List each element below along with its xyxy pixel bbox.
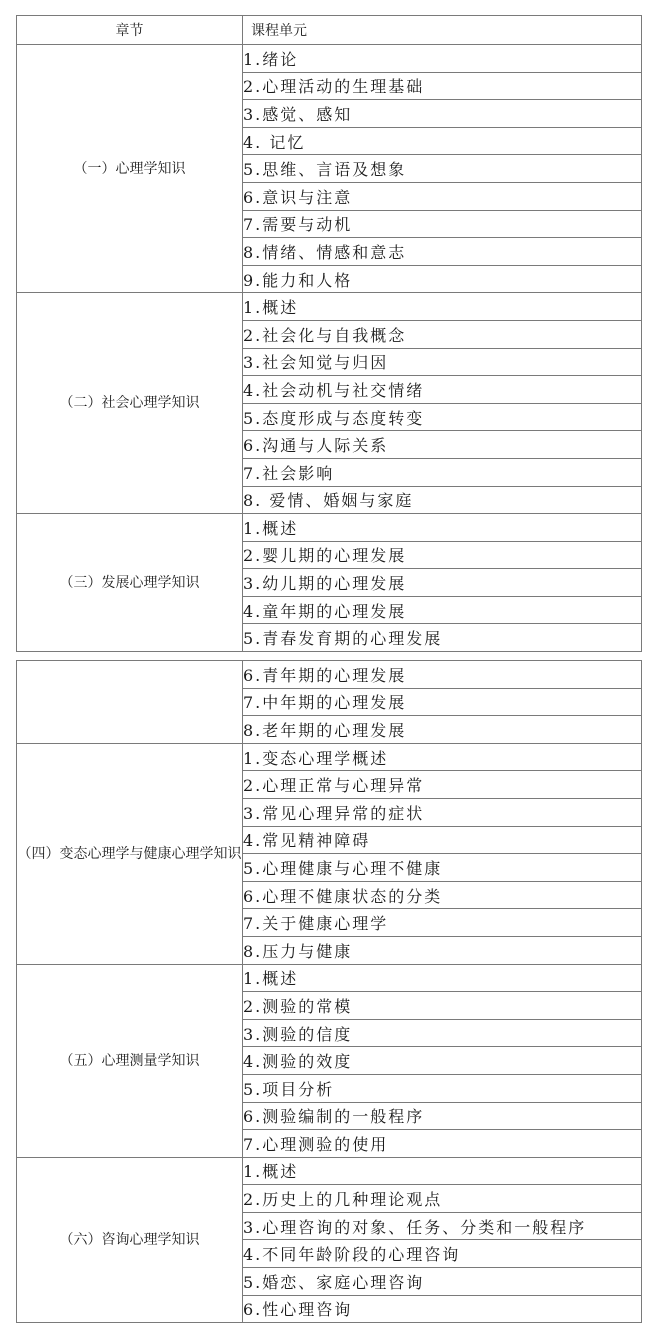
unit-cell: 5.态度形成与态度转变 <box>243 403 642 431</box>
unit-row <box>17 1157 642 1185</box>
unit-cell: 5.心理健康与心理不健康 <box>243 854 642 882</box>
unit-cell: 2.婴儿期的心理发展 <box>243 541 642 569</box>
chapter-cell <box>17 661 243 744</box>
unit-cell: 7.中年期的心理发展 <box>243 688 642 716</box>
unit-cell: 1.概述 <box>243 514 642 542</box>
unit-cell: 3.感觉、感知 <box>243 100 642 128</box>
unit-cell: 8.压力与健康 <box>243 936 642 964</box>
unit-cell: 2.社会化与自我概念 <box>243 320 642 348</box>
header-unit: 课程单元 <box>243 16 642 45</box>
unit-cell: 2.心理活动的生理基础 <box>243 72 642 100</box>
unit-cell: 3.社会知觉与归因 <box>243 348 642 376</box>
syllabus-table-part-1 <box>16 15 642 652</box>
unit-cell: 2.心理正常与心理异常 <box>243 771 642 799</box>
unit-cell: 1.概述 <box>243 293 642 321</box>
unit-row <box>17 661 642 689</box>
chapter-cell: （二）社会心理学知识 <box>17 293 243 514</box>
unit-cell: 6.测验编制的一般程序 <box>243 1102 642 1130</box>
unit-cell: 4.社会动机与社交情绪 <box>243 376 642 404</box>
unit-row <box>17 293 642 321</box>
unit-cell: 5.婚恋、家庭心理咨询 <box>243 1268 642 1296</box>
unit-cell: 6.意识与注意 <box>243 182 642 210</box>
unit-cell: 8.情绪、情感和意志 <box>243 238 642 266</box>
unit-cell: 5.思维、言语及想象 <box>243 155 642 183</box>
unit-cell: 8. 爱情、婚姻与家庭 <box>243 486 642 514</box>
unit-cell: 4.常见精神障碍 <box>243 826 642 854</box>
unit-cell: 3.幼儿期的心理发展 <box>243 569 642 597</box>
unit-row <box>17 514 642 542</box>
syllabus-table-part-2 <box>16 660 642 1323</box>
header-row <box>17 16 642 45</box>
chapter-cell: （四）变态心理学与健康心理学知识 <box>17 743 243 964</box>
chapter-cell: （三）发展心理学知识 <box>17 514 243 652</box>
unit-cell: 7.需要与动机 <box>243 210 642 238</box>
unit-cell: 2.测验的常模 <box>243 992 642 1020</box>
unit-cell: 3.常见心理异常的症状 <box>243 798 642 826</box>
unit-row <box>17 45 642 73</box>
unit-cell: 1.变态心理学概述 <box>243 743 642 771</box>
unit-cell: 3.测验的信度 <box>243 1019 642 1047</box>
unit-cell: 4.测验的效度 <box>243 1047 642 1075</box>
unit-cell: 8.老年期的心理发展 <box>243 716 642 744</box>
unit-cell: 1.概述 <box>243 964 642 992</box>
unit-cell: 5.青春发育期的心理发展 <box>243 624 642 652</box>
unit-cell: 6.性心理咨询 <box>243 1295 642 1323</box>
unit-cell: 6.沟通与人际关系 <box>243 431 642 459</box>
unit-cell: 4. 记忆 <box>243 127 642 155</box>
unit-cell: 6.青年期的心理发展 <box>243 661 642 689</box>
chapter-cell: （五）心理测量学知识 <box>17 964 243 1157</box>
unit-cell: 6.心理不健康状态的分类 <box>243 881 642 909</box>
unit-cell: 7.关于健康心理学 <box>243 909 642 937</box>
unit-cell: 4.不同年龄阶段的心理咨询 <box>243 1240 642 1268</box>
header-chapter: 章节 <box>17 16 243 45</box>
unit-cell: 1.概述 <box>243 1157 642 1185</box>
unit-cell: 3.心理咨询的对象、任务、分类和一般程序 <box>243 1212 642 1240</box>
unit-cell: 4.童年期的心理发展 <box>243 596 642 624</box>
chapter-cell: （六）咨询心理学知识 <box>17 1157 243 1323</box>
unit-cell: 7.心理测验的使用 <box>243 1130 642 1158</box>
unit-cell: 9.能力和人格 <box>243 265 642 293</box>
unit-row <box>17 743 642 771</box>
unit-row <box>17 964 642 992</box>
unit-cell: 2.历史上的几种理论观点 <box>243 1185 642 1213</box>
unit-cell: 1.绪论 <box>243 45 642 73</box>
chapter-cell: （一）心理学知识 <box>17 45 243 293</box>
unit-cell: 7.社会影响 <box>243 458 642 486</box>
unit-cell: 5.项目分析 <box>243 1074 642 1102</box>
